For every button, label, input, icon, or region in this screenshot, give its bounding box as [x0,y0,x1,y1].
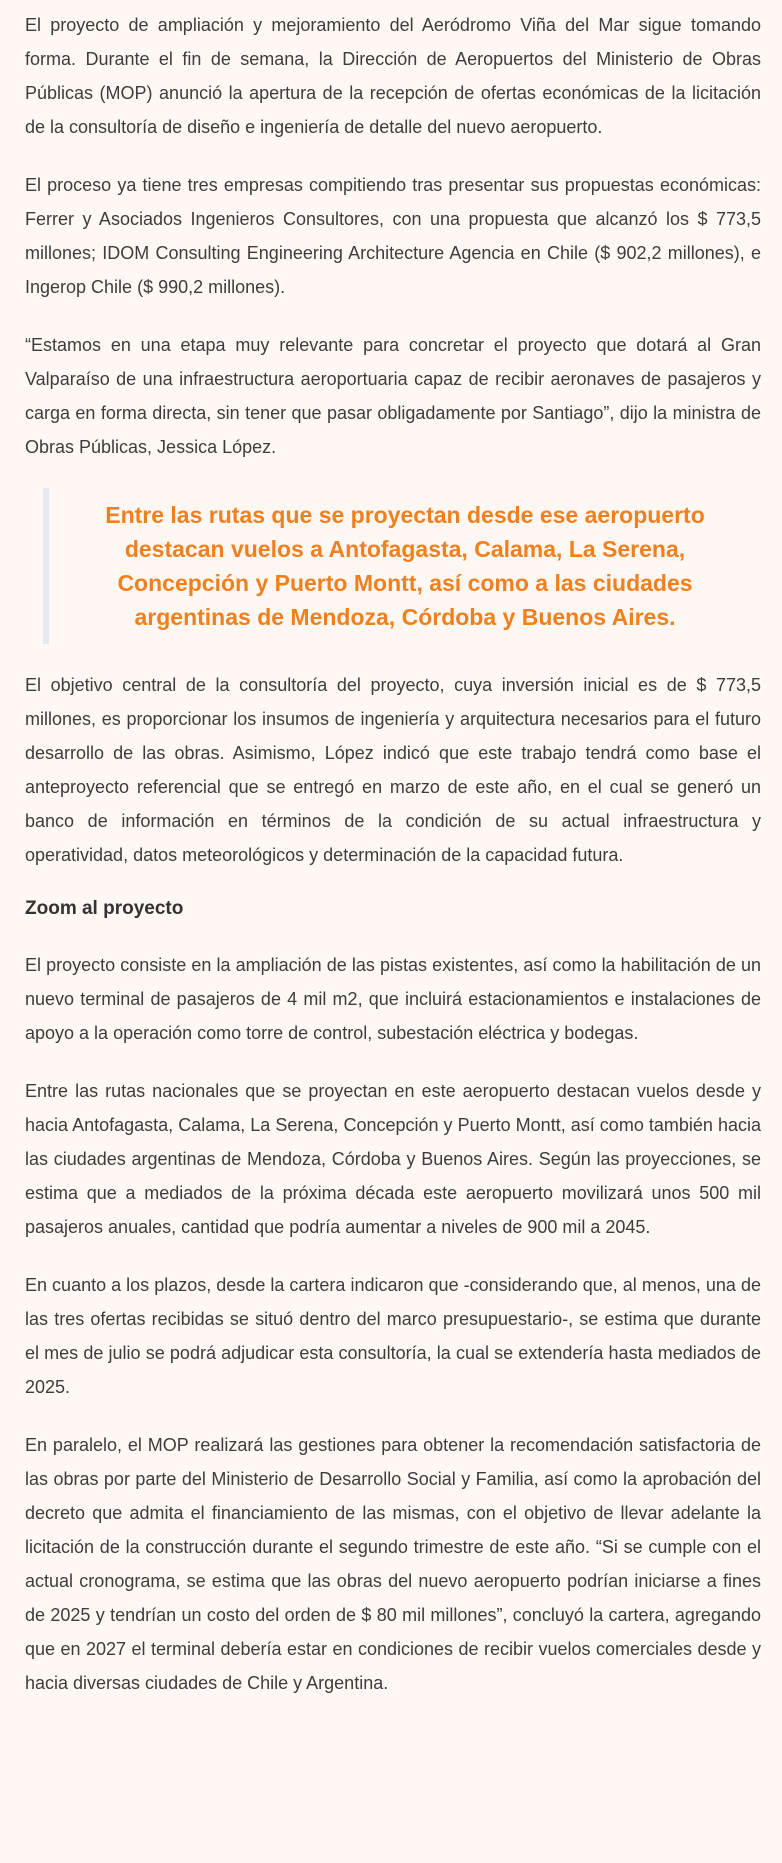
article-body [25,8,761,1724]
pullquote: Entre las rutas que se proyectan desde ese aeropuerto destacan vuelos a Antofagasta, Calama, La Serena, Concepción y Puerto Montt, así como a las ciudades argentinas de Mendoza, Córdoba y Buenos Aires. [43,488,761,644]
article-paragraph-zoom-2: Entre las rutas nacionales que se proyectan en este aeropuerto destacan vuelos desde y hacia Antofagasta, Calama, La Serena, Concepción y Puerto Montt, así como también hacia las ciudades argentinas de Mendoza, Córdoba y Buenos Aires. Según las proyecciones, se estima que a mediados de la próxima década este aeropuerto movilizará unos 500 mil pasajeros anuales, cantidad que podría aumentar a niveles de 900 mil a 2045. [25,1081,761,1237]
section-heading: Zoom al proyecto [25,898,184,919]
article-paragraph-2: El proceso ya tiene tres empresas compitiendo tras presentar sus propuestas económicas: Ferrer y Asociados Ingenieros Consultores, con una propuesta que alcanzó los $ 773,5 millones; IDOM Consulting Engineering Architecture Agencia en Chile ($ 902,2 millones), e Ingerop Chile ($ 990,2 millones). [25,175,761,297]
article-paragraph-3: “Estamos en una etapa muy relevante para concretar el proyecto que dotará al Gran Valparaíso de una infraestructura aeroportuaria capaz de recibir aeronaves de pasajeros y carga en forma directa, sin tener que pasar obligadamente por Santiago”, dijo la ministra de Obras Públicas, Jessica López. [25,335,761,457]
article-paragraph-zoom-1: El proyecto consiste en la ampliación de las pistas existentes, así como la habilitación de un nuevo terminal de pasajeros de 4 mil m2, que incluirá estacionamientos e instalaciones de apoyo a la operación como torre de control, subestación eléctrica y bodegas. [25,955,761,1043]
article-paragraph-zoom-3: En cuanto a los plazos, desde la cartera indicaron que -considerando que, al menos, una de las tres ofertas recibidas se situó dentro del marco presupuestario-, se estima que durante el mes de julio se podrá adjudicar esta consultoría, la cual se extendería hasta mediados de 2025. [25,1275,761,1397]
article-paragraph-zoom-4: En paralelo, el MOP realizará las gestiones para obtener la recomendación satisfactoria de las obras por parte del Ministerio de Desarrollo Social y Familia, así como la aprobación del decreto que admita el financiamiento de las mismas, con el objetivo de llevar adelante la licitación de la construcción durante el segundo trimestre de este año. “Si se cumple con el actual cronograma, se estima que las obras del nuevo aeropuerto podrían iniciarse a fines de 2025 y tendrían un costo del orden de $ 80 mil millones”, concluyó la cartera, agregando que en 2027 el terminal debería estar en condiciones de recibir vuelos comerciales desde y hacia diversas ciudades de Chile y Argentina. [25,1435,761,1693]
article-paragraph-objective: El objetivo central de la consultoría del proyecto, cuya inversión inicial es de $ 773,5 millones, es proporcionar los insumos de ingeniería y arquitectura necesarios para el futuro desarrollo de las obras. Asimismo, López indicó que este trabajo tendrá como base el anteproyecto referencial que se entregó en marzo de este año, en el cual se generó un banco de información en términos de la condición de su actual infraestructura y operatividad, datos meteorológicos y determinación de la capacidad futura. [25,675,761,865]
article-paragraph-1: El proyecto de ampliación y mejoramiento del Aeródromo Viña del Mar sigue tomando forma. Durante el fin de semana, la Dirección de Aeropuertos del Ministerio de Obras Públicas (MOP) anunció la apertura de la recepción de ofertas económicas de la licitación de la consultoría de diseño e ingeniería de detalle del nuevo aeropuerto. [25,15,761,137]
